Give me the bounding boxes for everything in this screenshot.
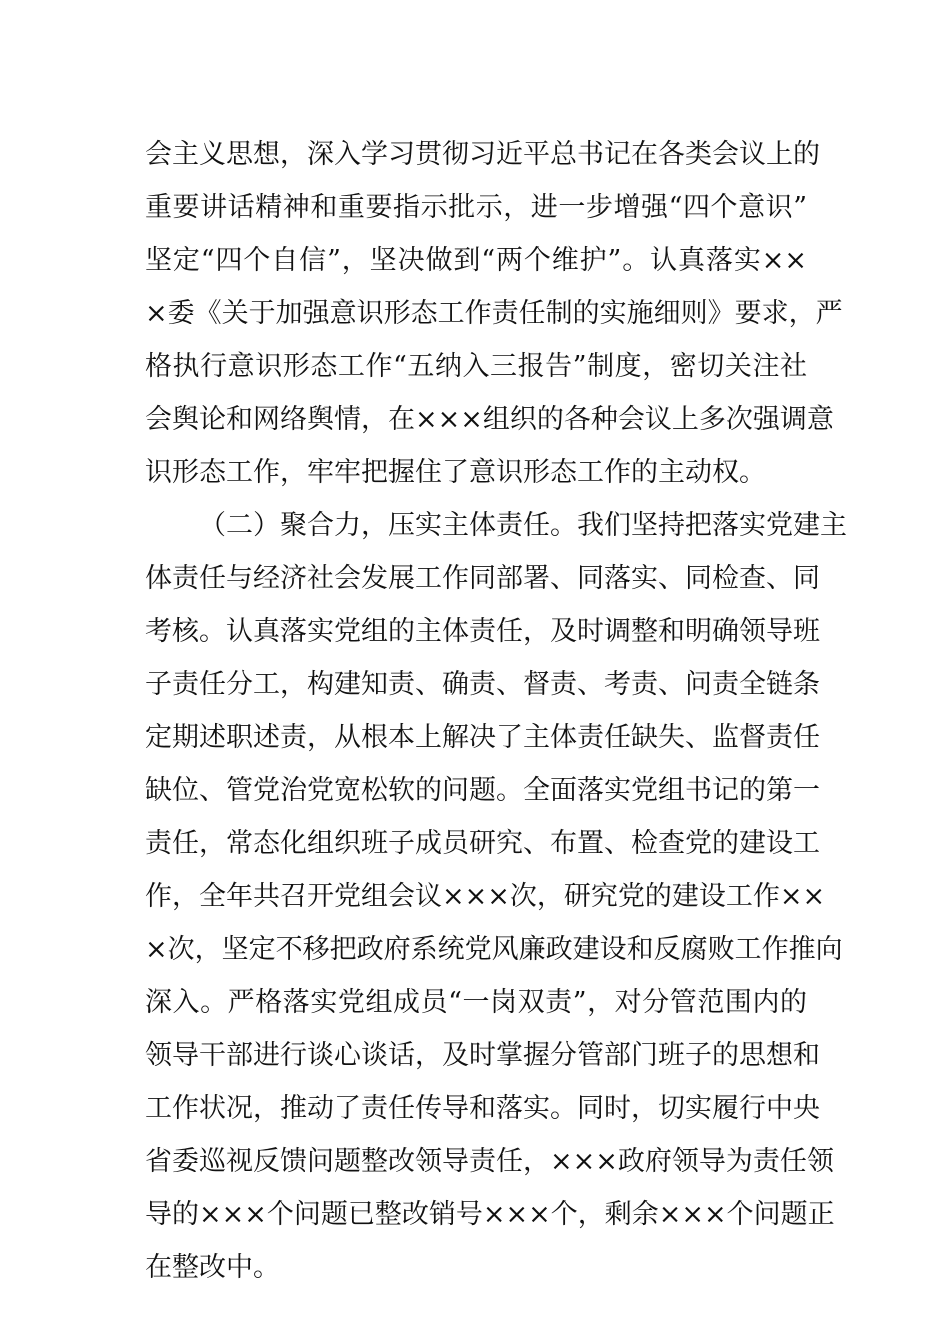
paragraph-2-line: 缺位、管党治党宽松软的问题。全面落实党组书记的第一 [145,775,820,806]
paragraph-2-line: ×次，坚定不移把政府系统党风廉政建设和反腐败工作推向 [145,934,843,965]
paragraph-1 [145,128,843,499]
paragraph-2-line: 导的×××个问题已整改销号×××个，剩余×××个问题正 [145,1199,835,1230]
paragraph-2-line: 省委巡视反馈问题整改领导责任，×××政府领导为责任领 [145,1146,834,1177]
paragraph-2-line: 定期述职述责，从根本上解决了主体责任缺失、监督责任 [145,722,820,753]
paragraph-2-line: 责任，常态化组织班子成员研究、布置、检查党的建设工 [145,828,820,859]
paragraph-2-line: 深入。严格落实党组成员“一岗双责”，对分管范围内的 [145,987,807,1018]
paragraph-1-line: 会主义思想，深入学习贯彻习近平总书记在各类会议上的 [145,139,820,170]
paragraph-1-line: 会舆论和网络舆情，在×××组织的各种会议上多次强调意 [145,404,834,435]
paragraph-2-line: 体责任与经济社会发展工作同部署、同落实、同检查、同 [145,563,820,594]
paragraph-2-line: 在整改中。 [145,1252,280,1283]
paragraph-1-line: 识形态工作，牢牢把握住了意识形态工作的主动权。 [145,457,766,488]
paragraph-2 [145,499,847,1294]
paragraph-2-line: 子责任分工，构建知责、确责、督责、考责、问责全链条 [145,669,820,700]
paragraph-2-line: （二）聚合力，压实主体责任。我们坚持把落实党建主 [199,510,847,541]
paragraph-1-line: 坚定“四个自信”，坚决做到“两个维护”。认真落实×× [145,245,807,276]
paragraph-2-line: 工作状况，推动了责任传导和落实。同时，切实履行中央 [145,1093,820,1124]
paragraph-1-line: 格执行意识形态工作“五纳入三报告”制度，密切关注社 [145,351,807,382]
paragraph-1-line: 重要讲话精神和重要指示批示，进一步增强“四个意识” [145,192,807,223]
document-body [145,128,847,1294]
paragraph-2-line: 领导干部进行谈心谈话，及时掌握分管部门班子的思想和 [145,1040,820,1071]
paragraph-2-line: 作，全年共召开党组会议×××次，研究党的建设工作×× [145,881,826,912]
paragraph-1-line: ×委《关于加强意识形态工作责任制的实施细则》要求，严 [145,298,843,329]
paragraph-2-line: 考核。认真落实党组的主体责任，及时调整和明确领导班 [145,616,820,647]
